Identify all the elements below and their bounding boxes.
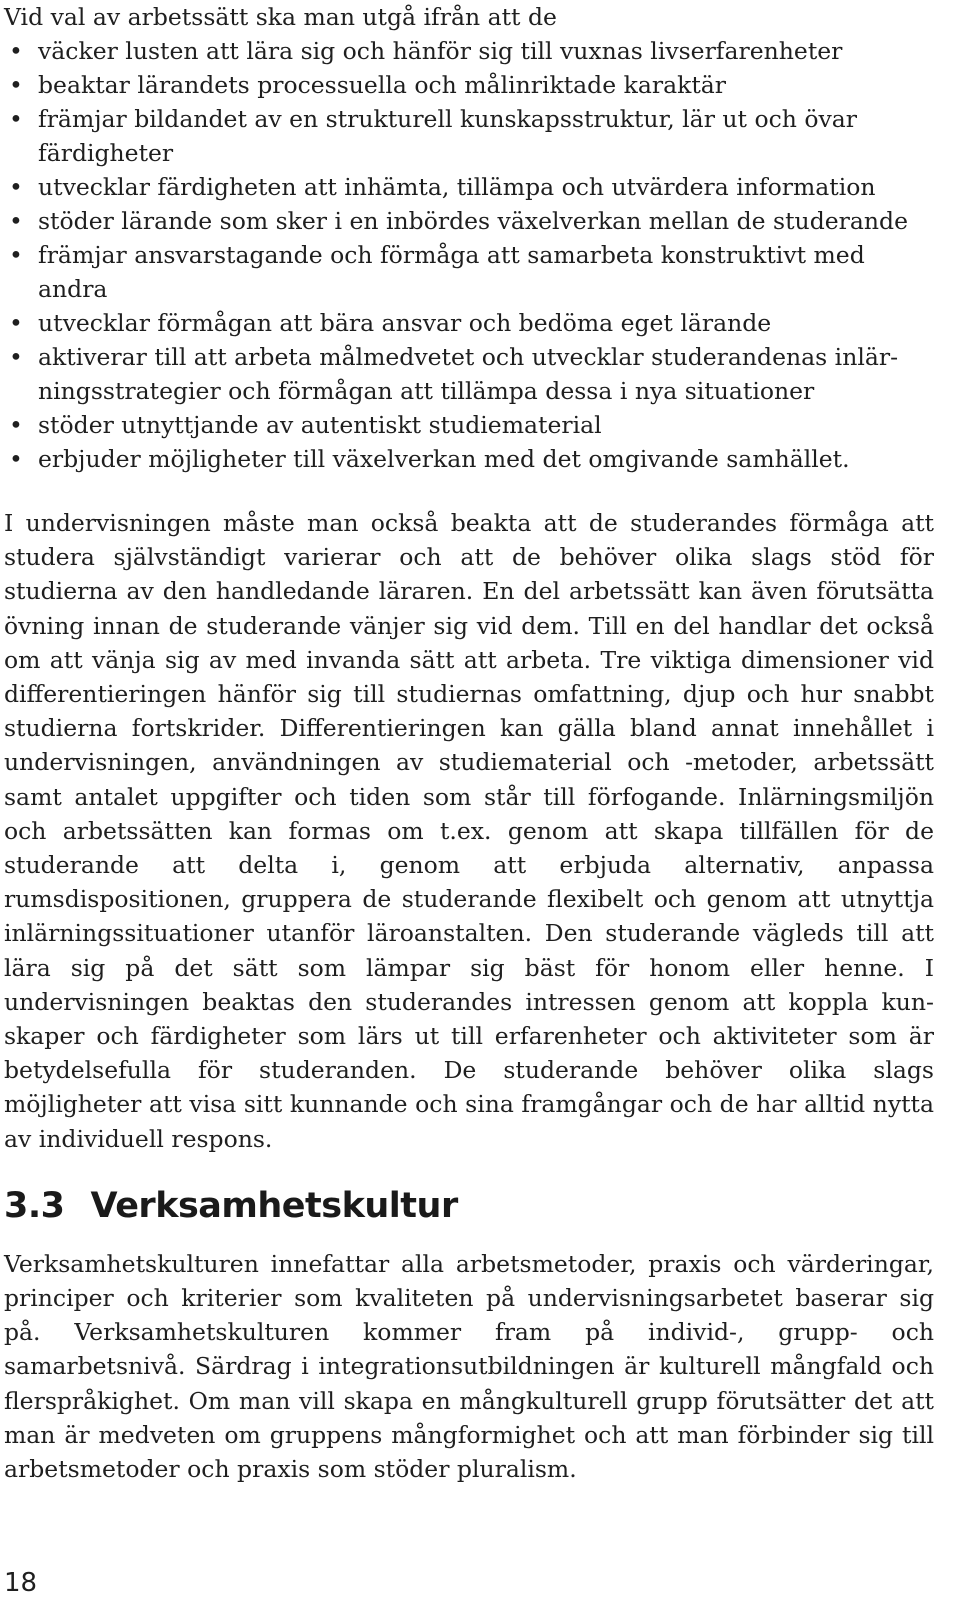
bullet-icon: • bbox=[9, 173, 23, 201]
page-content bbox=[4, 0, 934, 1486]
bullet-icon: • bbox=[9, 207, 23, 235]
bullet-list bbox=[4, 34, 934, 476]
list-item: • erbjuder möjligheter till växelverkan med det omgivande samhället. bbox=[4, 442, 934, 476]
list-item: • stöder lärande som sker i en inbördes växelverkan mellan de studerande bbox=[4, 204, 934, 238]
list-item: • stöder utnyttjande av autentiskt studiematerial bbox=[4, 408, 934, 442]
page-number: 18 bbox=[4, 1568, 38, 1598]
section-number: 3.3 bbox=[4, 1185, 65, 1226]
intro-sentence: Vid val av arbetssätt ska man utgå ifrån att de bbox=[4, 3, 557, 31]
list-item: • väcker lusten att lära sig och hänför sig till vuxnas livserfarenheter bbox=[4, 34, 934, 68]
bullet-icon: • bbox=[9, 105, 23, 133]
section-title: Verksamhetskultur bbox=[90, 1185, 458, 1226]
body-paragraph-verksamhetskultur: Verksamhetskulturen innefattar alla arbetsmetoder, praxis och värderingar, principer och kriterier som kvaliteten på undervisningsarbetet baserar sig på. Verksamhetskulturen kommer fram på individ-, grupp- och samarbetsnivå. Särdrag i integrationsutbildningen är kulturell mångfald och flerspråkighet. Om man vill skapa en mångkulturell grupp förutsätter det att man är medveten om gruppens mångformighet och att man förbinder sig till arbetsmetoder och praxis som stöder pluralism. bbox=[4, 1249, 934, 1484]
list-item: • utvecklar färdigheten att inhämta, tillämpa och utvärdera information bbox=[4, 170, 934, 204]
bullet-icon: • bbox=[9, 241, 23, 269]
list-item: • främjar bildandet av en strukturell kunskapsstruktur, lär ut och övar färdigheter bbox=[4, 102, 934, 170]
bullet-icon: • bbox=[9, 411, 23, 439]
body-paragraph-differentiation: I undervisningen måste man också beakta att de studerandes förmåga att studera självständigt varierar och att de behöver olika slags stöd för studierna av den handledande läraren. En del arbetssätt kan även förutsätta övning innan de studerande vänjer sig vid dem. Till en del handlar det också om att vänja sig av med invanda sätt att arbeta. Tre viktiga dimensioner vid differentieringen hänför sig till studiernas omfattning, djup och hur snabbt studierna fortskrider. Differentieringen kan gälla bland annat innehållet i undervisningen, användningen av studiematerial och -metoder, arbetssätt samt antalet uppgifter och tiden som står till förfogande. Inlärningsmiljön och arbetssätten kan formas om t.ex. genom att skapa tillfällen för de studerande att delta i, genom att erbjuda alternativ, anpassa rumsdispositionen, gruppera de studerande flexibelt och genom att utnyttja inlärningssituationer utanför läroanstalten. Den studerande vägleds till att lära sig på det sätt som lämpar sig bäst för honom eller henne. I undervisningen beaktas den studerandes intressen genom att koppla kunskaper och färdigheter som lärs ut till erfarenheter och aktiviteter som är betydelsefulla för studeranden. De studerande behöver olika slags möjligheter att visa sitt kunnande och sina framgångar och de har alltid nytta av individuell respons. bbox=[4, 509, 934, 1153]
bullet-icon: • bbox=[9, 445, 23, 473]
section-heading bbox=[4, 1185, 934, 1227]
bullet-icon: • bbox=[9, 343, 23, 371]
list-item: • beaktar lärandets processuella och målinriktade karaktär bbox=[4, 68, 934, 102]
list-item: • utvecklar förmågan att bära ansvar och bedöma eget lärande bbox=[4, 306, 934, 340]
list-item: • aktiverar till att arbeta målmedvetet och utvecklar studerandenas inlärningsstrategier och förmågan att tillämpa dessa i nya situationer bbox=[4, 340, 934, 408]
bullet-icon: • bbox=[9, 71, 23, 99]
bullet-icon: • bbox=[9, 309, 23, 337]
bullet-icon: • bbox=[9, 37, 23, 65]
list-item: • främjar ansvarstagande och förmåga att samarbeta konstruktivt med andra bbox=[4, 238, 934, 306]
